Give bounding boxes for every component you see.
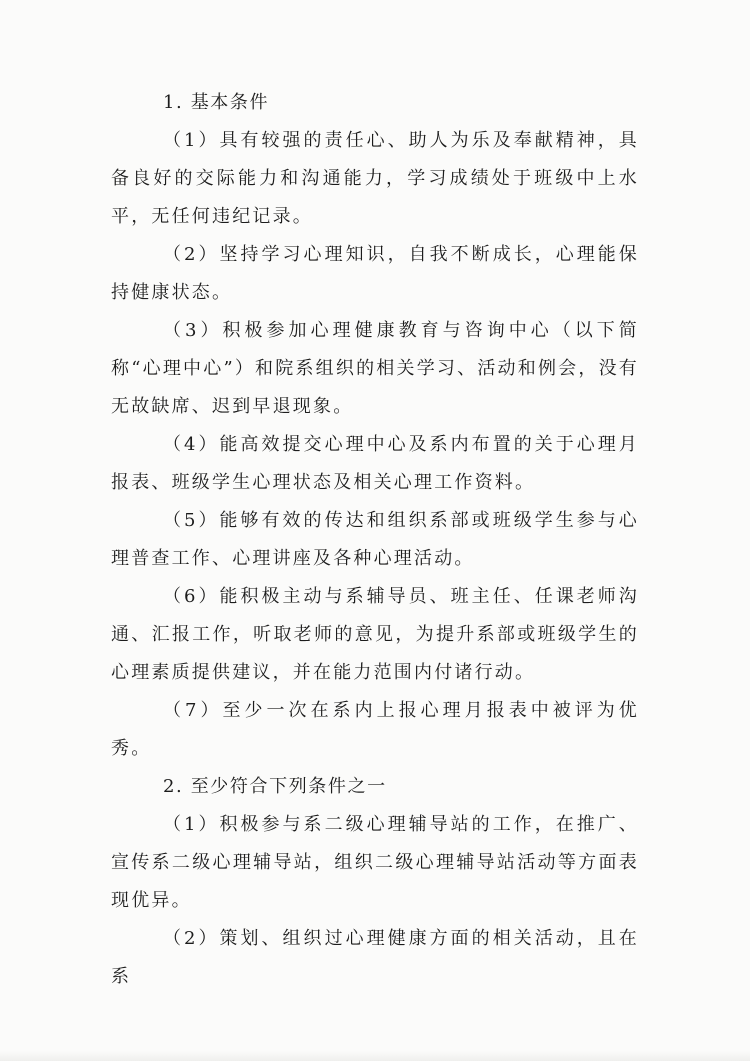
section-heading-basic-conditions: 1. 基本条件 [163,92,270,113]
condition-item-1-4: （4）能高效提交心理中心及系内布置的关于心理月报表、班级学生心理状态及相关心理工作资料。 [111,434,639,493]
condition-item-1-3: （3）积极参加心理健康教育与咨询中心（以下简称“心理中心”）和院系组织的相关学习、活动和例会，没有无故缺席、迟到早退现象。 [111,320,639,417]
condition-item-1-2: （2）坚持学习心理知识，自我不断成长，心理能保持健康状态。 [111,244,639,303]
condition-item-1-7: （7）至少一次在系内上报心理月报表中被评为优秀。 [111,700,639,759]
scan-bottom-edge [0,1051,750,1061]
document-body [111,84,639,996]
condition-item-2-1: （1）积极参与系二级心理辅导站的工作，在推广、宣传系二级心理辅导站，组织二级心理辅导站活动等方面表现优异。 [111,814,639,911]
condition-item-1-6: （6）能积极主动与系辅导员、班主任、任课老师沟通、汇报工作，听取老师的意见，为提升系部或班级学生的心理素质提供建议，并在能力范围内付诸行动。 [111,586,639,683]
condition-item-1-1: （1）具有较强的责任心、助人为乐及奉献精神，具备良好的交际能力和沟通能力，学习成绩处于班级中上水平，无任何违纪记录。 [111,130,639,227]
condition-item-2-2: （2）策划、组织过心理健康方面的相关活动，且在系 [111,928,639,987]
section-heading-at-least-one: 2. 至少符合下列条件之一 [163,776,387,797]
condition-item-1-5: （5）能够有效的传达和组织系部或班级学生参与心理普查工作、心理讲座及各种心理活动。 [111,510,639,569]
